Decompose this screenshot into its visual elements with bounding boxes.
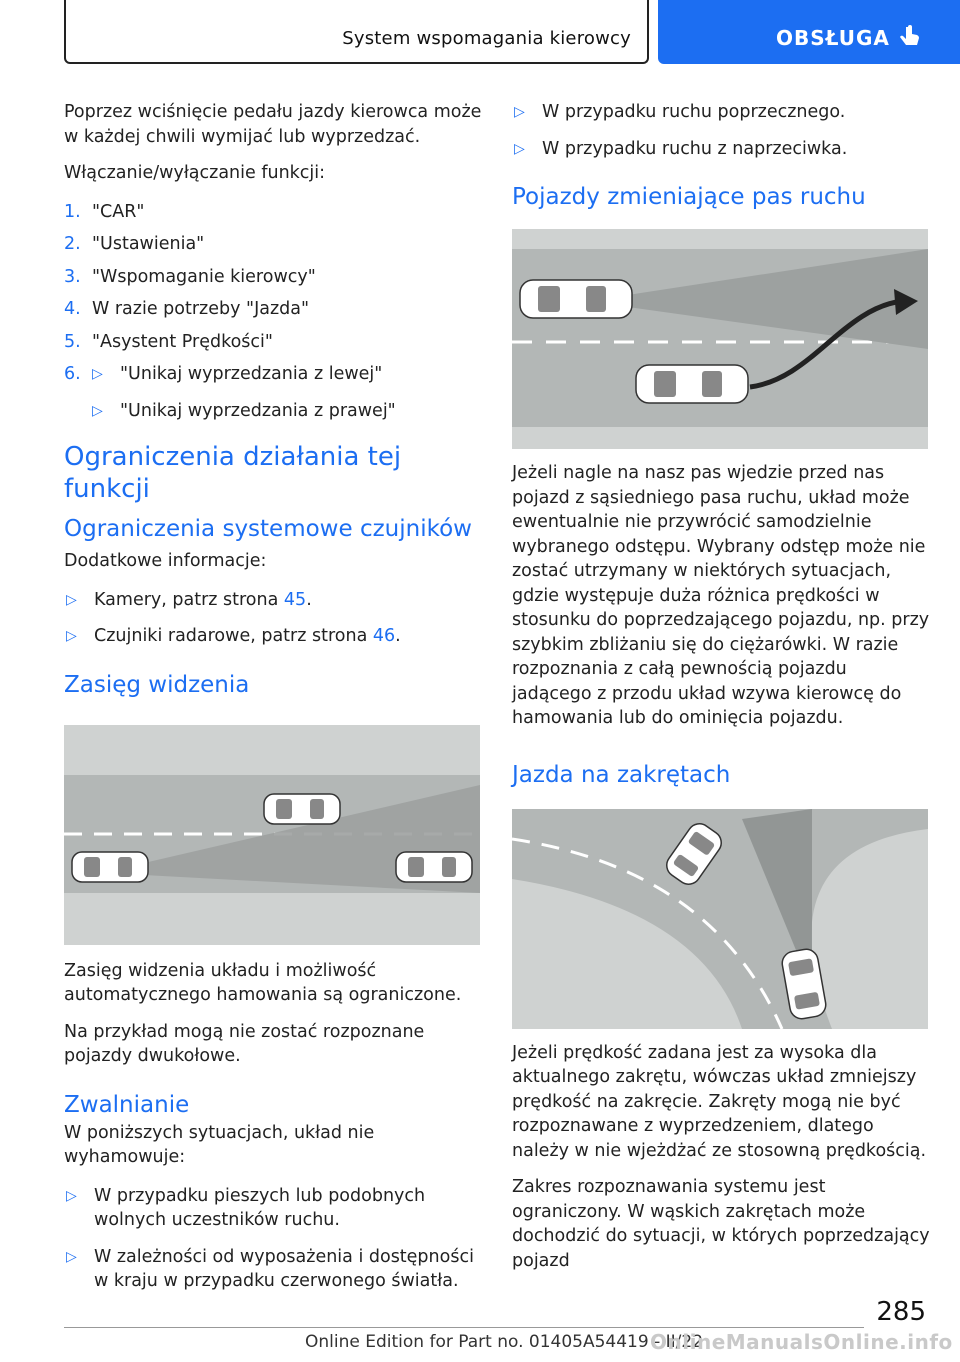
page-link-45[interactable]: 45 <box>283 589 307 610</box>
hand-pointer-icon <box>898 25 922 53</box>
range-heading: Zasięg widzenia <box>64 671 250 698</box>
curve-illustration <box>512 809 928 1029</box>
list-item: ▷ W przypadku ruchu poprzecznego. <box>512 100 930 125</box>
chapter-tab-label: OBSŁUGA <box>776 26 890 50</box>
slowdown-heading: Zwalnianie <box>64 1091 190 1118</box>
car-icon <box>636 365 748 403</box>
watermark: OnlineManualsOnline.info <box>650 1330 953 1354</box>
curve-text-1: Jeżeli prędkość zadana jest za wysoka dla aktualnego zakrętu, wówczas układ zmniejszy prędkość na zakręcie. Zakręty mogą nie być rozpoznawane z wyprzedzeniem, dlatego należy w nie wjeżdżać ze stosowną prędkością. <box>512 1042 927 1161</box>
car-icon <box>264 794 340 824</box>
triangle-bullet-icon: ▷ <box>66 1187 77 1204</box>
list-item: 6. ▷ "Unikaj wyprzedzania z lewej" ▷ "Unikaj wyprzedzania z prawej" <box>64 362 482 423</box>
list-item: ▷ "Unikaj wyprzedzania z lewej" <box>90 362 482 387</box>
left-column <box>64 100 482 1306</box>
edition-text: Online Edition for Part no. 01405A54419 - II/22 <box>305 1332 704 1352</box>
sensor-heading: Ograniczenia systemowe czujników <box>64 516 472 542</box>
list-item: 4. W razie potrzeby "Jazda" <box>64 299 310 319</box>
sensor-list <box>64 588 482 649</box>
list-item: ▷ W przypadku pieszych lub podobnych wolnych uczestników ruchu. <box>66 1185 426 1230</box>
car-icon <box>520 280 632 318</box>
triangle-bullet-icon: ▷ <box>66 591 77 608</box>
continued-list <box>512 100 930 161</box>
list-item: ▷ W przypadku ruchu z naprzeciwka. <box>512 137 930 162</box>
list-item: ▷ "Unikaj wyprzedzania z prawej" <box>90 399 482 424</box>
car-icon <box>72 852 148 882</box>
footer-divider <box>64 1327 864 1328</box>
range-text-2: Na przykład mogą nie zostać rozpoznane pojazdy dwukołowe. <box>64 1021 425 1066</box>
triangle-bullet-icon: ▷ <box>92 402 103 419</box>
range-text-1: Zasięg widzenia układu i możliwość automatycznego hamowania są ograniczone. <box>64 960 462 1005</box>
list-item: ▷ Kamery, patrz strona 45. <box>64 588 482 613</box>
triangle-bullet-icon: ▷ <box>514 140 525 157</box>
list-item: 2. "Ustawienia" <box>64 234 205 254</box>
chapter-tab[interactable] <box>658 0 960 64</box>
list-item: ▷ W zależności od wyposażenia i dostępności w kraju w przypadku czerwonego światła. <box>66 1246 474 1291</box>
section-title: System wspomagania kierowcy <box>342 28 631 49</box>
curve-text-2: Zakres rozpoznawania systemu jest ograniczony. W wąskich zakrętach może dochodzić do sytuacji, w których poprzedzający pojazd <box>512 1177 930 1271</box>
car-icon <box>396 852 472 882</box>
limits-heading: Ograniczenia działania tej funkcji <box>64 442 402 504</box>
steps-list <box>64 200 482 424</box>
range-illustration <box>64 725 480 945</box>
list-item: 3. "Wspomaganie kierowcy" <box>64 266 316 287</box>
step6-options <box>90 362 482 423</box>
page-link-46[interactable]: 46 <box>372 626 396 646</box>
page-number: 285 <box>876 1297 926 1327</box>
slowdown-intro: W poniższych sytuacjach, układ nie wyhamowuje: <box>64 1122 375 1167</box>
triangle-bullet-icon: ▷ <box>92 366 103 382</box>
triangle-bullet-icon: ▷ <box>514 104 525 120</box>
list-item: 1. "CAR" <box>64 201 145 222</box>
right-column <box>512 100 930 1285</box>
sensor-intro: Dodatkowe informacje: <box>64 551 267 571</box>
curve-heading: Jazda na zakrętach <box>512 761 731 788</box>
list-item: 5. "Asystent Prędkości" <box>64 331 273 352</box>
intro-paragraph: Poprzez wciśnięcie pedału jazdy kierowca może w każdej chwili wymijać lub wyprzedzać. <box>64 102 482 147</box>
lane-change-illustration <box>512 229 928 449</box>
triangle-bullet-icon: ▷ <box>66 628 77 644</box>
header-section-box <box>64 0 649 64</box>
lane-change-heading: Pojazdy zmieniające pas ruchu <box>512 184 866 210</box>
triangle-bullet-icon: ▷ <box>66 1248 77 1265</box>
slowdown-list <box>64 1184 482 1294</box>
toggle-label: Włączanie/wyłączanie funkcji: <box>64 163 326 183</box>
lane-change-text: Jeżeli nagle na nasz pas wjedzie przed nas pojazd z sąsiedniego pasa ruchu, układ może ewentualnie nie przywrócić samodzielnie wybranego odstępu. Wybrany odstęp może nie zostać utrzymany w niektórych sytuacjach, gdzie występuje duża różnica prędkości w stosunku do poprzedzającego pojazdu, np. przy szybkim zbliżaniu się do ciężarówki. W razie rozpoznania z całą pewnością pojazdu jadącego z przodu układ wzywa kierowcę do hamowania lub do ominięcia pojazdu. <box>512 463 930 728</box>
list-item: ▷ Czujniki radarowe, patrz strona 46. <box>64 624 482 649</box>
